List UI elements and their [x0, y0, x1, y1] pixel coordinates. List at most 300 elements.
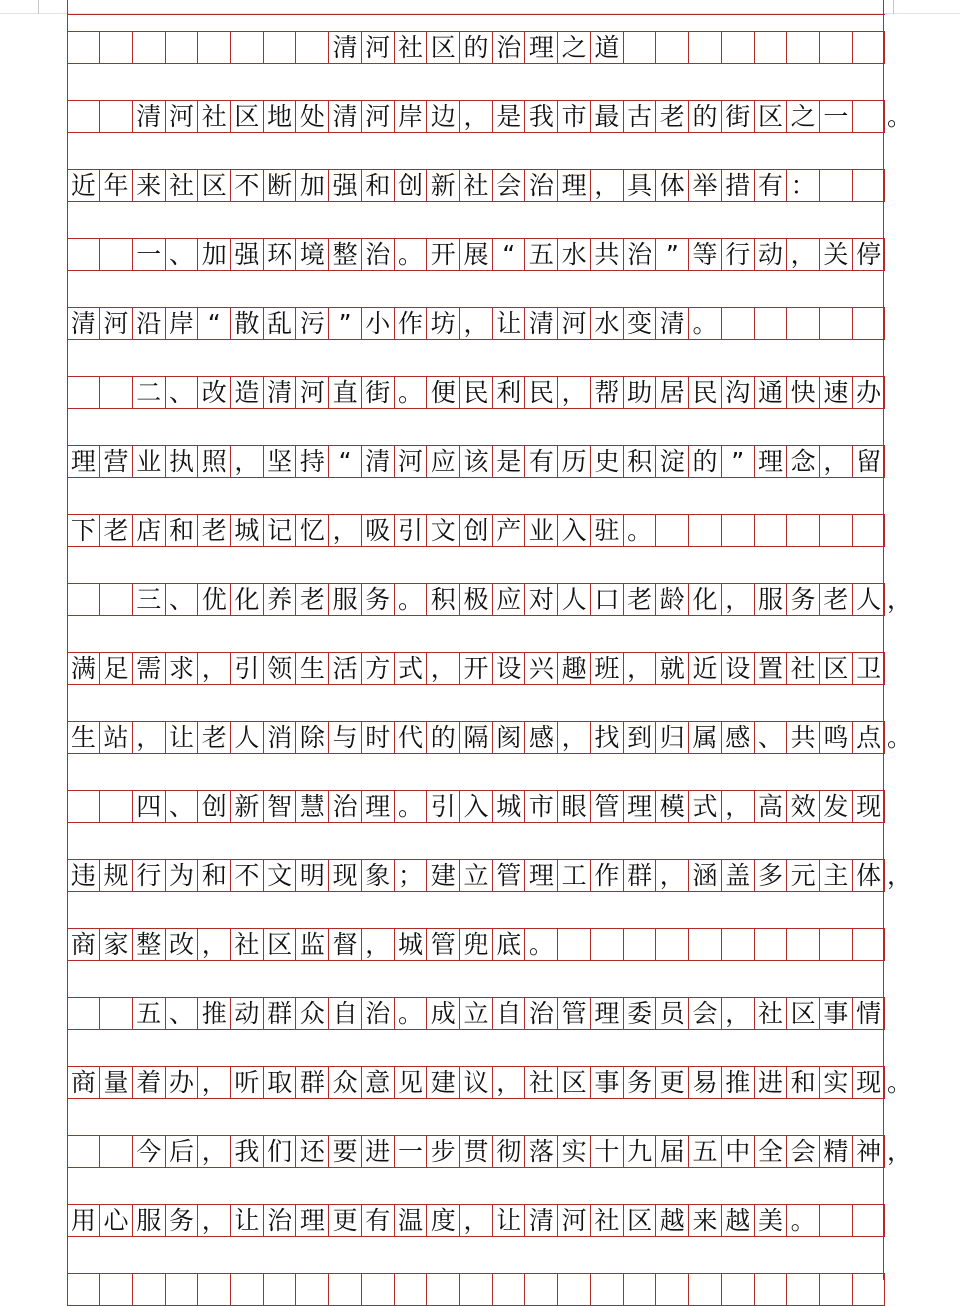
text-char: 足: [103, 654, 129, 683]
text-char: 沟: [725, 378, 751, 407]
text-char: 落: [528, 1137, 554, 1166]
text-char: 通: [757, 378, 783, 407]
text-char: 利: [496, 378, 522, 407]
text-char: 还: [299, 1137, 325, 1166]
text-char: 口: [594, 585, 620, 614]
text-char: 模: [659, 792, 685, 821]
grid-cell-divider: [99, 101, 100, 132]
text-char: 老: [103, 516, 129, 545]
text-char: 兜: [463, 930, 489, 959]
text-char: 见: [398, 1068, 424, 1097]
text-char: 治: [528, 171, 554, 200]
grid-cell-divider: [786, 929, 787, 960]
text-char: 坚: [267, 447, 293, 476]
text-char: 河: [561, 309, 587, 338]
grid-cell-divider: [426, 1274, 427, 1305]
text-char: 趣: [561, 654, 587, 683]
text-char: 吸: [365, 516, 391, 545]
text-char: 盖: [725, 861, 751, 890]
text-char: 效: [790, 792, 816, 821]
text-char: 老: [823, 585, 849, 614]
text-char: 老: [201, 516, 227, 545]
text-char: 一: [136, 240, 162, 269]
title-char: 清: [332, 33, 358, 62]
grid-cell-divider: [263, 32, 264, 63]
text-char: 记: [267, 516, 293, 545]
text-char: 和: [168, 516, 194, 545]
text-char: 入: [561, 516, 587, 545]
text-char: 议: [463, 1068, 489, 1097]
text-char: 元: [790, 861, 816, 890]
text-char: 消: [267, 723, 293, 752]
text-char: 来: [136, 171, 162, 200]
grid-cell-divider: [459, 1274, 460, 1305]
text-char: 社: [168, 171, 194, 200]
text-char: 和: [790, 1068, 816, 1097]
grid-cell-divider: [721, 929, 722, 960]
text-char: 服: [136, 1206, 162, 1235]
grid-cell-divider: [165, 32, 166, 63]
text-char: 三: [136, 585, 162, 614]
text-char: 应: [430, 447, 456, 476]
text-char: 办: [168, 1068, 194, 1097]
text-char: 清: [136, 102, 162, 131]
grid-cell-divider: [132, 32, 133, 63]
text-char: 街: [365, 378, 391, 407]
text-char: 清: [659, 309, 685, 338]
text-char: 执: [168, 447, 194, 476]
text-char: 届: [659, 1137, 685, 1166]
grid-cell-divider: [819, 308, 820, 339]
text-char: 清: [267, 378, 293, 407]
text-char: 管: [561, 999, 587, 1028]
text-char: 岸: [168, 309, 194, 338]
text-char: 不: [234, 171, 260, 200]
text-char: 帮: [594, 378, 620, 407]
text-char: 整: [136, 930, 162, 959]
text-char: 忆: [299, 516, 325, 545]
text-char: 引: [430, 792, 456, 821]
text-char: 、: [168, 792, 194, 821]
grid-cell-divider: [852, 1205, 853, 1236]
text-char: 快: [790, 378, 816, 407]
text-char: 立: [463, 999, 489, 1028]
text-char: 现: [856, 792, 882, 821]
text-char: ，: [463, 102, 489, 131]
text-char: 置: [757, 654, 783, 683]
text-char: 今: [136, 1137, 162, 1166]
text-char: 史: [594, 447, 620, 476]
text-char: 作: [398, 309, 424, 338]
text-char: 贯: [463, 1137, 489, 1166]
text-char: 之: [790, 102, 816, 131]
text-char: 作: [594, 861, 620, 890]
text-char: 治: [365, 999, 391, 1028]
text-char: 群: [627, 861, 653, 890]
text-char: 商: [70, 1068, 96, 1097]
text-char: 行: [725, 240, 751, 269]
text-char: 服: [757, 585, 783, 614]
text-char: 行: [136, 861, 162, 890]
text-char: 最: [594, 102, 620, 131]
text-char: 事: [823, 999, 849, 1028]
text-char: 兴: [528, 654, 554, 683]
text-char: ”: [731, 447, 745, 476]
text-char: 推: [201, 999, 227, 1028]
text-char: 化: [692, 585, 718, 614]
text-char: 员: [659, 999, 685, 1028]
text-char: 进: [365, 1137, 391, 1166]
text-char: 人: [561, 585, 587, 614]
text-char: 历: [561, 447, 587, 476]
text-char: 立: [463, 861, 489, 890]
text-char: 展: [463, 240, 489, 269]
text-char: 四: [136, 792, 162, 821]
grid-cell-divider: [688, 32, 689, 63]
text-char: 建: [430, 861, 456, 890]
grid-cell-divider: [754, 929, 755, 960]
grid-cell-divider: [852, 308, 853, 339]
text-char: 居: [659, 378, 685, 407]
text-char: 社: [463, 171, 489, 200]
text-char: 地: [267, 102, 293, 131]
text-char: 开: [463, 654, 489, 683]
text-char: 进: [757, 1068, 783, 1097]
text-char: 找: [594, 723, 620, 752]
text-char: 营: [103, 447, 129, 476]
text-char: 理: [757, 447, 783, 476]
grid-cell-divider: [721, 1274, 722, 1305]
text-char: 让: [234, 1206, 260, 1235]
text-char: 。: [398, 585, 424, 614]
text-char: 一: [823, 102, 849, 131]
text-char: 越: [725, 1206, 751, 1235]
text-char: 取: [267, 1068, 293, 1097]
text-char: 文: [267, 861, 293, 890]
grid-cell-divider: [165, 1274, 166, 1305]
grid-cell-divider: [623, 1274, 624, 1305]
text-char: 该: [463, 447, 489, 476]
grid-cell-divider: [819, 1274, 820, 1305]
text-char: 。: [627, 516, 653, 545]
text-char: 河: [561, 1206, 587, 1235]
text-char: 会: [496, 171, 522, 200]
text-char: 主: [823, 861, 849, 890]
text-char: 体: [659, 171, 685, 200]
text-char: 有: [528, 447, 554, 476]
title-char: 河: [365, 33, 391, 62]
text-char: 听: [234, 1068, 260, 1097]
text-char: 理: [365, 792, 391, 821]
text-char: 区: [790, 999, 816, 1028]
text-char: 市: [561, 102, 587, 131]
text-char: 实: [823, 1068, 849, 1097]
text-char: 清: [528, 1206, 554, 1235]
text-char: 区: [757, 102, 783, 131]
overflow-punctuation: ，: [887, 585, 913, 614]
text-char: 满: [70, 654, 96, 683]
text-char: 引: [234, 654, 260, 683]
text-char: 照: [201, 447, 227, 476]
grid-row: [67, 1273, 885, 1306]
text-char: 温: [398, 1206, 424, 1235]
overflow-punctuation: 。: [887, 723, 913, 752]
text-char: 二: [136, 378, 162, 407]
grid-cell-divider: [295, 1274, 296, 1305]
grid-cell-divider: [754, 1274, 755, 1305]
text-char: 理: [70, 447, 96, 476]
text-char: 站: [103, 723, 129, 752]
text-char: 产: [496, 516, 522, 545]
text-char: 卫: [856, 654, 882, 683]
overflow-punctuation: 。: [887, 1068, 913, 1097]
text-char: 极: [463, 585, 489, 614]
grid-cell-divider: [230, 1274, 231, 1305]
grid-cell-divider: [786, 308, 787, 339]
text-char: 入: [463, 792, 489, 821]
text-char: 不: [234, 861, 260, 890]
grid-cell-divider: [754, 515, 755, 546]
text-char: 推: [725, 1068, 751, 1097]
text-char: 服: [332, 585, 358, 614]
text-char: 监: [299, 930, 325, 959]
text-char: ”: [338, 309, 352, 338]
text-char: 创: [201, 792, 227, 821]
text-char: 涵: [692, 861, 718, 890]
text-char: 下: [70, 516, 96, 545]
text-char: 精: [823, 1137, 849, 1166]
text-char: 。: [398, 378, 424, 407]
text-char: 清: [70, 309, 96, 338]
text-char: 强: [332, 171, 358, 200]
text-char: 更: [659, 1068, 685, 1097]
grid-cell-divider: [99, 377, 100, 408]
text-char: 小: [365, 309, 391, 338]
text-char: 淀: [659, 447, 685, 476]
grid-cell-divider: [852, 32, 853, 63]
text-char: 着: [136, 1068, 162, 1097]
text-char: 社: [790, 654, 816, 683]
text-char: 城: [496, 792, 522, 821]
text-char: 阂: [496, 723, 522, 752]
grid-cell-divider: [688, 515, 689, 546]
text-char: 商: [70, 930, 96, 959]
text-char: 隔: [463, 723, 489, 752]
text-char: 九: [627, 1137, 653, 1166]
text-char: 民: [463, 378, 489, 407]
text-char: 设: [496, 654, 522, 683]
text-char: 鸣: [823, 723, 849, 752]
text-char: 积: [627, 447, 653, 476]
grid-cell-divider: [99, 1274, 100, 1305]
text-char: 助: [627, 378, 653, 407]
text-char: 设: [725, 654, 751, 683]
text-char: 和: [201, 861, 227, 890]
text-char: 坊: [430, 309, 456, 338]
text-char: 事: [594, 1068, 620, 1097]
text-char: 民: [528, 378, 554, 407]
text-char: “: [502, 240, 516, 269]
text-char: 理: [299, 1206, 325, 1235]
text-char: 动: [757, 240, 783, 269]
text-char: 五: [528, 240, 554, 269]
text-char: 感: [528, 723, 554, 752]
text-char: 来: [692, 1206, 718, 1235]
text-char: 。: [790, 1206, 816, 1235]
text-char: ，: [725, 999, 751, 1028]
text-char: 河: [365, 102, 391, 131]
text-char: 业: [136, 447, 162, 476]
text-char: 五: [136, 999, 162, 1028]
text-char: 优: [201, 585, 227, 614]
text-char: 驻: [594, 516, 620, 545]
text-char: 管: [594, 792, 620, 821]
grid-cell-divider: [688, 929, 689, 960]
text-char: 老: [627, 585, 653, 614]
grid-cell-divider: [590, 1274, 591, 1305]
text-char: 、: [757, 723, 783, 752]
grid-cell-divider: [819, 32, 820, 63]
text-char: 清: [332, 102, 358, 131]
title-char: 道: [594, 33, 620, 62]
text-char: 区: [561, 1068, 587, 1097]
overflow-punctuation: ，: [887, 861, 913, 890]
text-char: 工: [561, 861, 587, 890]
text-char: 五: [692, 1137, 718, 1166]
text-char: 时: [365, 723, 391, 752]
text-char: 规: [103, 861, 129, 890]
text-char: 会: [692, 999, 718, 1028]
text-char: ，: [561, 378, 587, 407]
grid-cell-divider: [230, 32, 231, 63]
text-char: 治: [267, 1206, 293, 1235]
text-char: 让: [168, 723, 194, 752]
text-char: 加: [299, 171, 325, 200]
text-char: 境: [299, 240, 325, 269]
text-char: 社: [234, 930, 260, 959]
grid-cell-divider: [492, 1274, 493, 1305]
text-char: 有: [757, 171, 783, 200]
text-char: 十: [594, 1137, 620, 1166]
text-char: 古: [627, 102, 653, 131]
text-char: 生: [70, 723, 96, 752]
text-char: ，: [823, 447, 849, 476]
text-char: 治: [627, 240, 653, 269]
grid-cell-divider: [197, 1274, 198, 1305]
grid-cell-divider: [328, 1274, 329, 1305]
text-char: 理: [594, 999, 620, 1028]
text-char: 城: [234, 516, 260, 545]
text-char: 直: [332, 378, 358, 407]
text-char: 共: [790, 723, 816, 752]
text-char: 应: [496, 585, 522, 614]
text-char: 理: [528, 861, 554, 890]
text-char: 举: [692, 171, 718, 200]
text-char: 老: [659, 102, 685, 131]
text-char: 和: [365, 171, 391, 200]
text-char: 区: [823, 654, 849, 683]
grid-cell-divider: [688, 1274, 689, 1305]
grid-cell-divider: [99, 32, 100, 63]
text-char: 点: [856, 723, 882, 752]
overflow-punctuation: 。: [887, 102, 913, 131]
text-char: 的: [430, 723, 456, 752]
text-char: 管: [496, 861, 522, 890]
text-char: 。: [398, 999, 424, 1028]
text-char: 领: [267, 654, 293, 683]
text-char: “: [338, 447, 352, 476]
grid-cell-divider: [197, 32, 198, 63]
text-char: 、: [168, 240, 194, 269]
text-char: 、: [168, 378, 194, 407]
text-char: 区: [267, 930, 293, 959]
text-char: 改: [201, 378, 227, 407]
text-char: 便: [430, 378, 456, 407]
text-char: 岸: [398, 102, 424, 131]
text-char: 让: [496, 1206, 522, 1235]
text-char: 乱: [267, 309, 293, 338]
text-char: 变: [627, 309, 653, 338]
text-char: 现: [332, 861, 358, 890]
text-char: ，: [659, 861, 685, 890]
text-char: 代: [398, 723, 424, 752]
grid-cell-divider: [819, 929, 820, 960]
text-char: 等: [692, 240, 718, 269]
text-char: 违: [70, 861, 96, 890]
text-char: 治: [528, 999, 554, 1028]
text-char: 明: [299, 861, 325, 890]
text-char: 停: [856, 240, 882, 269]
text-char: 年: [103, 171, 129, 200]
text-char: 。: [398, 792, 424, 821]
text-char: 我: [528, 102, 554, 131]
text-char: 属: [692, 723, 718, 752]
text-char: ，: [201, 1068, 227, 1097]
text-char: 众: [299, 999, 325, 1028]
text-char: 活: [332, 654, 358, 683]
grid-cell-divider: [852, 515, 853, 546]
text-char: 务: [365, 585, 391, 614]
text-char: 民: [692, 378, 718, 407]
text-char: 务: [168, 1206, 194, 1235]
text-char: ，: [725, 585, 751, 614]
grid-cell-divider: [99, 998, 100, 1029]
text-char: 创: [463, 516, 489, 545]
text-char: 务: [627, 1068, 653, 1097]
text-char: 。: [398, 240, 424, 269]
text-char: 成: [430, 999, 456, 1028]
text-char: 要: [332, 1137, 358, 1166]
overflow-punctuation: ，: [887, 1137, 913, 1166]
text-char: 留: [856, 447, 882, 476]
text-char: 情: [856, 999, 882, 1028]
text-char: 龄: [659, 585, 685, 614]
text-char: 体: [856, 861, 882, 890]
text-char: 建: [430, 1068, 456, 1097]
text-char: ，: [201, 1206, 227, 1235]
grid-cell-divider: [852, 929, 853, 960]
text-char: 发: [823, 792, 849, 821]
text-char: 近: [692, 654, 718, 683]
title-char: 理: [528, 33, 554, 62]
text-char: 城: [398, 930, 424, 959]
text-char: ，: [725, 792, 751, 821]
text-char: 的: [692, 447, 718, 476]
text-char: 新: [430, 171, 456, 200]
grid-cell-divider: [623, 929, 624, 960]
text-char: 积: [430, 585, 456, 614]
grid-cell-divider: [721, 515, 722, 546]
